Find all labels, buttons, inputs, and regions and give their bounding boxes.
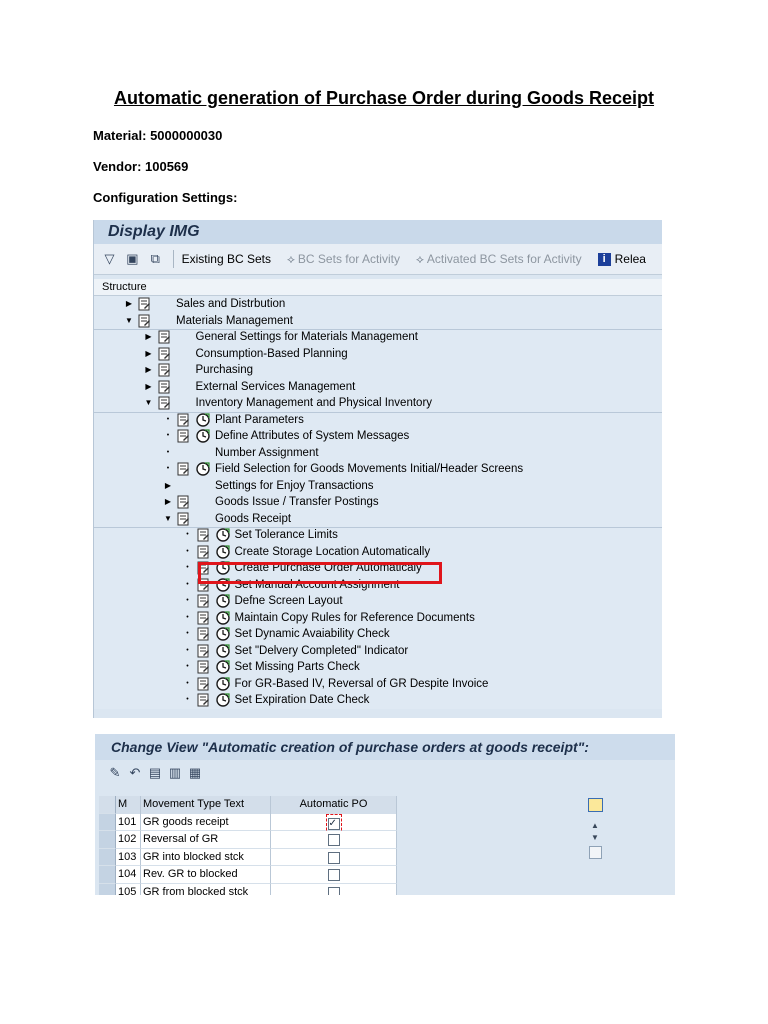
movement-type-text-cell: GR from blocked stck bbox=[141, 884, 271, 896]
column-header-movement-type-text[interactable]: Movement Type Text bbox=[141, 796, 271, 814]
tree-node[interactable] bbox=[94, 593, 662, 610]
movement-type-cell: 105 bbox=[116, 884, 141, 896]
change-view-title: Change View "Automatic creation of purchase orders at goods receipt": bbox=[111, 739, 589, 755]
select-all-rows-cell[interactable] bbox=[99, 796, 116, 814]
table-header-row bbox=[99, 796, 397, 814]
tree-node[interactable] bbox=[94, 626, 662, 643]
documentation-icon[interactable] bbox=[197, 545, 210, 559]
automatic-po-cell bbox=[271, 849, 397, 867]
row-selector[interactable] bbox=[99, 884, 116, 896]
tree-node[interactable] bbox=[94, 544, 662, 561]
vendor-line: Vendor: 100569 bbox=[93, 159, 189, 174]
expand-arrow-icon[interactable]: ▶ bbox=[145, 348, 152, 358]
leaf-bullet-icon: • bbox=[186, 696, 189, 703]
leaf-bullet-icon: • bbox=[166, 432, 170, 439]
leaf-bullet-icon: • bbox=[186, 564, 189, 571]
execute-clock-icon[interactable] bbox=[216, 545, 230, 559]
movement-type-cell: 104 bbox=[116, 866, 141, 884]
movement-type-text-cell: Rev. GR to blocked bbox=[141, 866, 271, 884]
tree-node-label: Set Expiration Date Check bbox=[234, 694, 370, 706]
leaf-bullet-icon: • bbox=[186, 663, 189, 670]
activated-bc-sets-button[interactable] bbox=[416, 252, 582, 267]
tree-node[interactable] bbox=[94, 676, 662, 693]
documentation-icon[interactable] bbox=[138, 314, 151, 328]
tree-node-label: Field Selection for Goods Movements Initial/Header Screens bbox=[215, 463, 524, 475]
tree-node-label: Set Missing Parts Check bbox=[234, 661, 360, 673]
tree-node[interactable] bbox=[94, 643, 662, 660]
movement-type-text-cell: GR goods receipt bbox=[141, 814, 271, 832]
execute-clock-icon[interactable] bbox=[216, 611, 230, 625]
expand-arrow-icon[interactable]: ▶ bbox=[164, 480, 172, 490]
tree-node-label: Goods Issue / Transfer Postings bbox=[215, 496, 379, 508]
existing-bc-sets-button[interactable] bbox=[182, 252, 271, 266]
table-row[interactable] bbox=[99, 866, 397, 884]
select-block-icon[interactable]: ▥ bbox=[168, 765, 182, 780]
leaf-bullet-icon: • bbox=[186, 580, 189, 588]
activated-bc-set-icon: ⟡ bbox=[415, 251, 424, 266]
tree-node[interactable] bbox=[94, 478, 662, 495]
leaf-bullet-icon: • bbox=[186, 531, 189, 538]
release-notes-label: Relea bbox=[614, 252, 646, 266]
documentation-icon[interactable] bbox=[177, 462, 190, 476]
expand-arrow-icon[interactable]: ▶ bbox=[145, 365, 152, 374]
automatic-po-checkbox[interactable] bbox=[328, 887, 340, 895]
find-icon[interactable]: ▣ bbox=[126, 251, 139, 266]
table-row[interactable] bbox=[99, 814, 397, 832]
movement-type-text-cell: Reversal of GR bbox=[141, 831, 271, 849]
automatic-po-checkbox[interactable] bbox=[328, 818, 340, 830]
documentation-icon[interactable] bbox=[158, 330, 171, 344]
tree-node[interactable] bbox=[94, 445, 662, 462]
leaf-bullet-icon: • bbox=[186, 613, 189, 621]
tree-node-label: Number Assignment bbox=[215, 446, 319, 459]
documentation-icon[interactable] bbox=[158, 363, 171, 377]
tree-node-label: Goods Receipt bbox=[215, 512, 292, 525]
execute-clock-icon[interactable] bbox=[216, 644, 230, 658]
display-img-titlebar bbox=[94, 220, 662, 244]
configuration-settings-heading: Configuration Settings: bbox=[93, 190, 238, 205]
checkbox-focus-frame bbox=[327, 884, 341, 896]
tree-node[interactable] bbox=[94, 329, 662, 346]
documentation-icon[interactable] bbox=[177, 512, 190, 526]
tree-node-label: Define Attributes of System Messages bbox=[215, 430, 410, 442]
automatic-po-cell bbox=[271, 866, 397, 884]
bc-sets-for-activity-label: BC Sets for Activity bbox=[297, 252, 400, 266]
where-used-icon[interactable]: ⧉ bbox=[150, 251, 160, 266]
execute-clock-icon[interactable] bbox=[216, 594, 230, 608]
tree-node-label: Materials Management bbox=[176, 314, 293, 327]
movement-type-text-cell: GR into blocked stck bbox=[141, 849, 271, 867]
automatic-po-cell bbox=[271, 814, 397, 832]
undo-change-icon[interactable]: ↶ bbox=[129, 765, 141, 780]
tree-node-label: Inventory Management and Physical Inventory bbox=[195, 397, 433, 409]
movement-type-cell: 103 bbox=[116, 849, 141, 867]
documentation-icon[interactable] bbox=[197, 594, 210, 608]
tree-node-label: External Services Management bbox=[195, 380, 356, 393]
automatic-po-checkbox[interactable] bbox=[328, 834, 340, 846]
info-icon: i bbox=[598, 253, 611, 266]
documentation-icon[interactable] bbox=[158, 380, 171, 394]
expand-arrow-icon[interactable]: ▶ bbox=[125, 299, 133, 308]
tree-node[interactable] bbox=[94, 511, 662, 528]
execute-clock-icon[interactable] bbox=[196, 462, 210, 476]
tree-node[interactable] bbox=[94, 313, 662, 330]
tree-node-label: Maintain Copy Rules for Reference Documents bbox=[234, 611, 475, 624]
documentation-icon[interactable] bbox=[197, 528, 210, 542]
expand-arrow-icon[interactable]: ▶ bbox=[164, 497, 172, 506]
execute-clock-icon[interactable] bbox=[216, 528, 230, 542]
row-selector[interactable] bbox=[99, 866, 116, 884]
execute-clock-icon[interactable] bbox=[216, 660, 230, 674]
documentation-icon[interactable] bbox=[138, 297, 151, 311]
bc-set-icon: ⟡ bbox=[286, 251, 295, 266]
documentation-icon[interactable] bbox=[177, 495, 190, 509]
deselect-all-icon[interactable]: ▦ bbox=[188, 765, 202, 780]
documentation-icon[interactable] bbox=[197, 693, 210, 707]
execute-clock-icon[interactable] bbox=[216, 693, 230, 707]
scroll-thumb[interactable] bbox=[589, 846, 602, 859]
tree-node-label: Set Manual Account Assignment bbox=[234, 578, 400, 591]
movement-type-cell: 102 bbox=[116, 831, 141, 849]
img-structure-tree bbox=[94, 296, 662, 709]
bc-sets-for-activity-button[interactable] bbox=[287, 252, 400, 267]
leaf-bullet-icon: • bbox=[186, 646, 189, 654]
automatic-po-checkbox[interactable] bbox=[328, 869, 340, 881]
execute-clock-icon[interactable] bbox=[216, 677, 230, 691]
table-row[interactable] bbox=[99, 849, 397, 867]
expand-arrow-icon[interactable]: ▶ bbox=[145, 332, 152, 341]
automatic-po-checkbox[interactable] bbox=[328, 852, 340, 864]
tree-node-label: Purchasing bbox=[195, 364, 254, 376]
column-header-m[interactable]: M bbox=[116, 796, 141, 814]
documentation-icon[interactable] bbox=[197, 627, 210, 641]
automatic-po-cell bbox=[271, 831, 397, 849]
documentation-icon[interactable] bbox=[197, 611, 210, 625]
expand-subtree-icon[interactable]: ▽ bbox=[104, 251, 115, 266]
tree-node[interactable] bbox=[94, 362, 662, 379]
scroll-up-icon[interactable]: ▲ bbox=[591, 821, 599, 830]
tree-node-label: Defne Screen Layout bbox=[234, 595, 343, 607]
tree-node-label: Create Storage Location Automatically bbox=[234, 545, 431, 558]
leaf-bullet-icon: • bbox=[166, 415, 170, 423]
collapse-arrow-icon[interactable]: ▼ bbox=[125, 315, 133, 325]
scroll-down-icon[interactable]: ▼ bbox=[591, 833, 599, 842]
document-title: Automatic generation of Purchase Order during Goods Receipt bbox=[113, 88, 655, 108]
tree-node[interactable] bbox=[94, 412, 662, 429]
tree-node-label: Settings for Enjoy Transactions bbox=[215, 479, 374, 492]
tree-node-label: Plant Parameters bbox=[215, 413, 304, 426]
tree-node[interactable] bbox=[94, 379, 662, 396]
display-img-toolbar bbox=[94, 244, 662, 275]
tree-node[interactable] bbox=[94, 527, 662, 544]
tree-node-label: Set Dynamic Avaiability Check bbox=[234, 628, 390, 640]
row-selector[interactable] bbox=[99, 831, 116, 849]
documentation-icon[interactable] bbox=[197, 660, 210, 674]
tree-node-label: Create Purchase Order Automaticaly bbox=[234, 562, 422, 574]
leaf-bullet-icon: • bbox=[166, 448, 170, 456]
column-header-automatic-po[interactable]: Automatic PO bbox=[271, 796, 397, 814]
execute-clock-icon[interactable] bbox=[216, 627, 230, 641]
display-img-screenshot bbox=[93, 220, 662, 718]
release-notes-button[interactable] bbox=[598, 252, 646, 266]
material-line: Material: 5000000030 bbox=[93, 128, 223, 143]
leaf-bullet-icon: • bbox=[186, 630, 189, 637]
display-img-title: Display IMG bbox=[108, 223, 200, 240]
row-selector[interactable] bbox=[99, 814, 116, 832]
tree-node[interactable] bbox=[94, 494, 662, 511]
tree-node-label: General Settings for Materials Management bbox=[195, 331, 418, 343]
tree-node[interactable] bbox=[94, 692, 662, 709]
collapse-arrow-icon[interactable]: ▼ bbox=[164, 513, 172, 523]
column-settings-icon[interactable] bbox=[588, 798, 603, 812]
movement-type-table bbox=[99, 796, 397, 895]
tree-node[interactable] bbox=[94, 428, 662, 445]
tree-node-label: Sales and Distrbution bbox=[176, 298, 286, 310]
documentation-icon[interactable] bbox=[197, 644, 210, 658]
execute-clock-icon[interactable] bbox=[196, 429, 210, 443]
tree-node[interactable] bbox=[94, 346, 662, 363]
select-all-icon[interactable]: ▤ bbox=[148, 765, 162, 780]
tree-node-label: For GR-Based IV, Reversal of GR Despite Invoice bbox=[234, 677, 489, 690]
documentation-icon[interactable] bbox=[197, 677, 210, 691]
leaf-bullet-icon: • bbox=[186, 679, 189, 687]
toolbar-separator bbox=[173, 250, 174, 268]
highlight-box bbox=[198, 562, 442, 584]
tree-node[interactable] bbox=[94, 610, 662, 627]
leaf-bullet-icon: • bbox=[186, 597, 189, 604]
activated-bc-sets-label: Activated BC Sets for Activity bbox=[426, 252, 582, 266]
tree-node-label: Set Tolerance Limits bbox=[234, 529, 338, 541]
change-view-toolbar bbox=[95, 760, 675, 786]
automatic-po-cell bbox=[271, 884, 397, 896]
leaf-bullet-icon: • bbox=[186, 547, 189, 555]
existing-bc-sets-label: Existing BC Sets bbox=[181, 252, 271, 266]
table-row[interactable] bbox=[99, 831, 397, 849]
tree-node-label: Consumption-Based Planning bbox=[195, 347, 348, 360]
documentation-icon[interactable] bbox=[158, 396, 171, 410]
tree-node-label: Set "Delvery Completed" Indicator bbox=[234, 644, 409, 657]
structure-header: Structure bbox=[94, 279, 662, 296]
display-change-icon[interactable]: ✎ bbox=[109, 765, 121, 780]
tree-node[interactable] bbox=[94, 296, 662, 313]
row-selector[interactable] bbox=[99, 849, 116, 867]
table-row[interactable] bbox=[99, 884, 397, 896]
tree-node[interactable] bbox=[94, 659, 662, 676]
change-view-screenshot bbox=[95, 734, 675, 895]
documentation-icon[interactable] bbox=[177, 429, 190, 443]
change-view-titlebar bbox=[95, 734, 675, 760]
documentation-icon[interactable] bbox=[158, 347, 171, 361]
execute-clock-icon[interactable] bbox=[196, 413, 210, 427]
table-scroll-controls bbox=[587, 798, 603, 861]
tree-node[interactable] bbox=[94, 461, 662, 478]
expand-arrow-icon[interactable]: ▶ bbox=[145, 381, 152, 391]
documentation-icon[interactable] bbox=[177, 413, 190, 427]
collapse-arrow-icon[interactable]: ▼ bbox=[144, 398, 153, 407]
tree-node[interactable] bbox=[94, 395, 662, 412]
movement-type-cell: 101 bbox=[116, 814, 141, 832]
leaf-bullet-icon: • bbox=[166, 465, 170, 472]
